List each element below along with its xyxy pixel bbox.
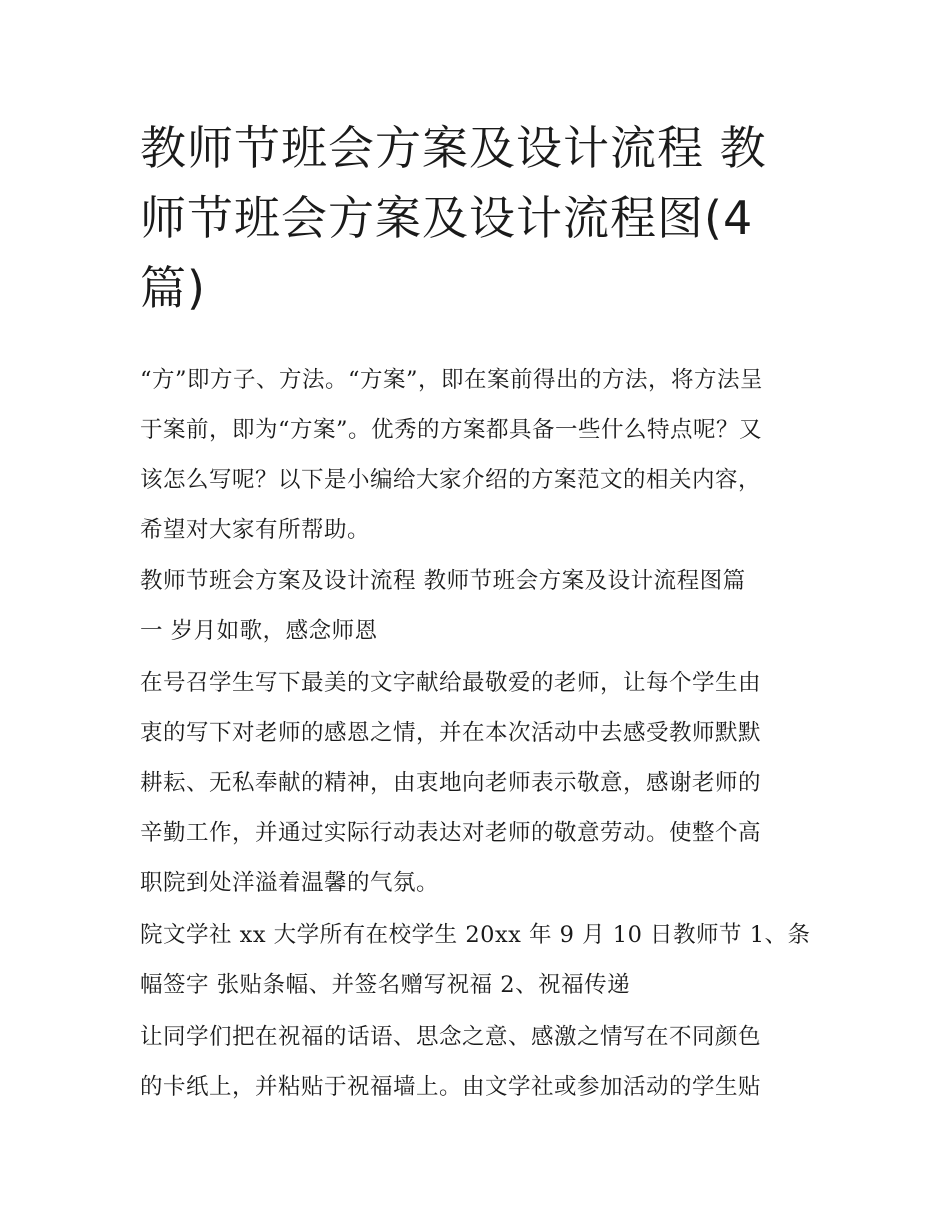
text-line: 该怎么写呢？以下是小编给大家介绍的方案范文的相关内容， bbox=[140, 467, 762, 493]
organizer-paragraph bbox=[140, 910, 812, 1010]
section-heading-paragraph bbox=[140, 556, 812, 656]
text-line: 院文学社 xx 大学所有在校学生 20xx 年 9 月 10 日教师节 1、条 bbox=[140, 922, 811, 948]
text-line: 让同学们把在祝福的话语、思念之意、感激之情写在不同颜色 bbox=[140, 1024, 762, 1050]
text-line: 一 岁月如歌，感念师恩 bbox=[140, 618, 378, 644]
title-line: 师节班会方案及设计流程图(4 bbox=[140, 191, 754, 245]
text-line: 于案前，即为“方案”。优秀的方案都具备一些什么特点呢？又 bbox=[140, 417, 763, 443]
text-line: 幅签字 张贴条幅、并签名赠写祝福 2、祝福传递 bbox=[140, 972, 631, 998]
text-line: 的卡纸上，并粘贴于祝福墙上。由文学社或参加活动的学生贴 bbox=[140, 1074, 762, 1100]
activity-paragraph bbox=[140, 1012, 812, 1112]
intro-paragraph bbox=[140, 355, 812, 555]
title-line: 教师节班会方案及设计流程 教 bbox=[140, 121, 767, 175]
text-line: 衷的写下对老师的感恩之情，并在本次活动中去感受教师默默 bbox=[140, 720, 762, 746]
text-line: 在号召学生写下最美的文字献给最敬爱的老师，让每个学生由 bbox=[140, 670, 762, 696]
title-line: 篇) bbox=[140, 261, 206, 315]
purpose-paragraph bbox=[140, 658, 812, 908]
text-line: 职院到处洋溢着温馨的气氛。 bbox=[140, 870, 440, 896]
text-line: 耕耘、无私奉献的精神，由衷地向老师表示敬意，感谢老师的 bbox=[140, 770, 762, 796]
document-title bbox=[140, 113, 810, 323]
text-line: 希望对大家有所帮助。 bbox=[140, 517, 371, 543]
text-line: 教师节班会方案及设计流程 教师节班会方案及设计流程图篇 bbox=[140, 568, 746, 594]
text-line: 辛勤工作，并通过实际行动表达对老师的敬意劳动。使整个高 bbox=[140, 820, 762, 846]
text-line: “方”即方子、方法。“方案”，即在案前得出的方法，将方法呈 bbox=[140, 367, 764, 393]
